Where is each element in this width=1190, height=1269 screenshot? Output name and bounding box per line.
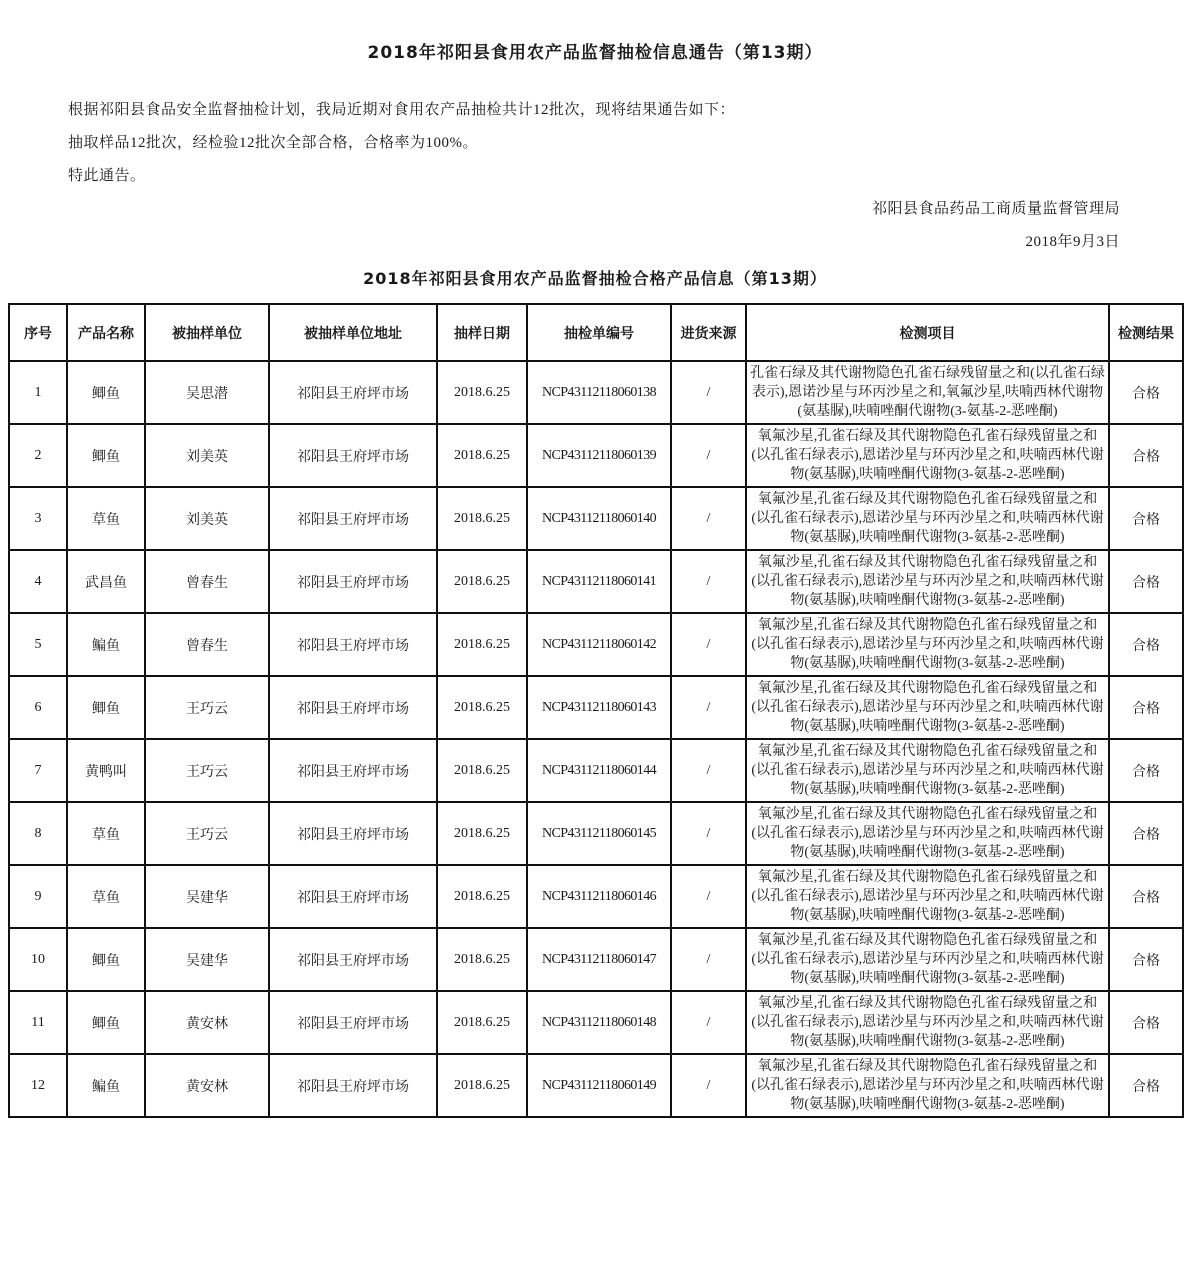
cell-test-items: 孔雀石绿及其代谢物隐色孔雀石绿残留量之和(以孔雀石绿表示),恩诺沙星与环丙沙星之和,氧氟沙星,呋喃西林代谢物(氨基脲),呋喃唑酮代谢物(3-氨基-2-恶唑酮)	[746, 361, 1109, 424]
cell-sampled-unit-address: 祁阳县王府坪市场	[269, 739, 437, 802]
cell-test-result: 合格	[1109, 928, 1183, 991]
notice-body	[68, 101, 1120, 186]
cell-sampled-unit: 吴建华	[145, 928, 269, 991]
cell-test-result: 合格	[1109, 676, 1183, 739]
table-body	[9, 361, 1183, 1117]
cell-inspection-sheet-number: NCP43112118060138	[527, 361, 671, 424]
cell-purchase-source: /	[671, 865, 746, 928]
cell-purchase-source: /	[671, 550, 746, 613]
cell-sampled-unit: 黄安林	[145, 1054, 269, 1117]
notice-paragraph-2: 抽取样品12批次，经检验12批次全部合格，合格率为100%。	[68, 135, 478, 151]
header-sampled-unit-address: 被抽样单位地址	[269, 304, 437, 361]
cell-index: 8	[9, 802, 67, 865]
cell-sampled-unit: 王巧云	[145, 802, 269, 865]
cell-test-result: 合格	[1109, 802, 1183, 865]
cell-test-items: 氧氟沙星,孔雀石绿及其代谢物隐色孔雀石绿残留量之和(以孔雀石绿表示),恩诺沙星与环丙沙星之和,呋喃西林代谢物(氨基脲),呋喃唑酮代谢物(3-氨基-2-恶唑酮)	[746, 550, 1109, 613]
cell-test-items: 氧氟沙星,孔雀石绿及其代谢物隐色孔雀石绿残留量之和(以孔雀石绿表示),恩诺沙星与环丙沙星之和,呋喃西林代谢物(氨基脲),呋喃唑酮代谢物(3-氨基-2-恶唑酮)	[746, 487, 1109, 550]
cell-sampled-unit-address: 祁阳县王府坪市场	[269, 361, 437, 424]
header-purchase-source: 进货来源	[671, 304, 746, 361]
cell-inspection-sheet-number: NCP43112118060144	[527, 739, 671, 802]
cell-product-name: 草鱼	[67, 802, 145, 865]
cell-purchase-source: /	[671, 928, 746, 991]
cell-test-result: 合格	[1109, 487, 1183, 550]
cell-purchase-source: /	[671, 1054, 746, 1117]
cell-sampled-unit-address: 祁阳县王府坪市场	[269, 802, 437, 865]
cell-index: 3	[9, 487, 67, 550]
cell-test-result: 合格	[1109, 361, 1183, 424]
table-row	[9, 424, 1183, 487]
cell-purchase-source: /	[671, 676, 746, 739]
cell-sampled-unit: 王巧云	[145, 676, 269, 739]
cell-sampling-date: 2018.6.25	[437, 550, 527, 613]
cell-index: 9	[9, 865, 67, 928]
cell-product-name: 武昌鱼	[67, 550, 145, 613]
cell-sampling-date: 2018.6.25	[437, 613, 527, 676]
table-row	[9, 928, 1183, 991]
cell-product-name: 鲫鱼	[67, 928, 145, 991]
cell-product-name: 鳊鱼	[67, 1054, 145, 1117]
cell-index: 11	[9, 991, 67, 1054]
cell-product-name: 草鱼	[67, 487, 145, 550]
cell-inspection-sheet-number: NCP43112118060147	[527, 928, 671, 991]
cell-sampled-unit: 曾春生	[145, 550, 269, 613]
cell-purchase-source: /	[671, 739, 746, 802]
cell-sampled-unit-address: 祁阳县王府坪市场	[269, 928, 437, 991]
cell-sampling-date: 2018.6.25	[437, 676, 527, 739]
cell-purchase-source: /	[671, 613, 746, 676]
cell-sampled-unit: 黄安林	[145, 991, 269, 1054]
cell-product-name: 鲫鱼	[67, 424, 145, 487]
cell-purchase-source: /	[671, 424, 746, 487]
cell-sampled-unit: 刘美英	[145, 487, 269, 550]
table-row	[9, 550, 1183, 613]
cell-sampled-unit-address: 祁阳县王府坪市场	[269, 424, 437, 487]
cell-test-items: 氧氟沙星,孔雀石绿及其代谢物隐色孔雀石绿残留量之和(以孔雀石绿表示),恩诺沙星与环丙沙星之和,呋喃西林代谢物(氨基脲),呋喃唑酮代谢物(3-氨基-2-恶唑酮)	[746, 676, 1109, 739]
cell-test-result: 合格	[1109, 865, 1183, 928]
header-inspection-sheet-number: 抽检单编号	[527, 304, 671, 361]
cell-purchase-source: /	[671, 361, 746, 424]
table-row	[9, 991, 1183, 1054]
cell-inspection-sheet-number: NCP43112118060141	[527, 550, 671, 613]
cell-sampled-unit-address: 祁阳县王府坪市场	[269, 550, 437, 613]
cell-inspection-sheet-number: NCP43112118060139	[527, 424, 671, 487]
cell-test-items: 氧氟沙星,孔雀石绿及其代谢物隐色孔雀石绿残留量之和(以孔雀石绿表示),恩诺沙星与环丙沙星之和,呋喃西林代谢物(氨基脲),呋喃唑酮代谢物(3-氨基-2-恶唑酮)	[746, 991, 1109, 1054]
table-row	[9, 802, 1183, 865]
cell-sampling-date: 2018.6.25	[437, 802, 527, 865]
cell-test-items: 氧氟沙星,孔雀石绿及其代谢物隐色孔雀石绿残留量之和(以孔雀石绿表示),恩诺沙星与环丙沙星之和,呋喃西林代谢物(氨基脲),呋喃唑酮代谢物(3-氨基-2-恶唑酮)	[746, 865, 1109, 928]
signature-block	[0, 200, 1120, 252]
cell-test-result: 合格	[1109, 550, 1183, 613]
cell-index: 12	[9, 1054, 67, 1117]
cell-sampled-unit: 曾春生	[145, 613, 269, 676]
cell-sampled-unit-address: 祁阳县王府坪市场	[269, 613, 437, 676]
cell-test-result: 合格	[1109, 1054, 1183, 1117]
cell-product-name: 鲫鱼	[67, 676, 145, 739]
cell-inspection-sheet-number: NCP43112118060142	[527, 613, 671, 676]
cell-sampled-unit: 吴建华	[145, 865, 269, 928]
table-row	[9, 739, 1183, 802]
cell-test-result: 合格	[1109, 739, 1183, 802]
cell-test-items: 氧氟沙星,孔雀石绿及其代谢物隐色孔雀石绿残留量之和(以孔雀石绿表示),恩诺沙星与环丙沙星之和,呋喃西林代谢物(氨基脲),呋喃唑酮代谢物(3-氨基-2-恶唑酮)	[746, 1054, 1109, 1117]
cell-inspection-sheet-number: NCP43112118060145	[527, 802, 671, 865]
table-header	[9, 304, 1183, 361]
cell-sampling-date: 2018.6.25	[437, 991, 527, 1054]
table-row	[9, 487, 1183, 550]
cell-index: 2	[9, 424, 67, 487]
cell-test-items: 氧氟沙星,孔雀石绿及其代谢物隐色孔雀石绿残留量之和(以孔雀石绿表示),恩诺沙星与环丙沙星之和,呋喃西林代谢物(氨基脲),呋喃唑酮代谢物(3-氨基-2-恶唑酮)	[746, 739, 1109, 802]
header-sampling-date: 抽样日期	[437, 304, 527, 361]
cell-product-name: 草鱼	[67, 865, 145, 928]
inspection-results-table	[8, 303, 1184, 1118]
notice-paragraph-3: 特此通告。	[68, 168, 146, 184]
cell-inspection-sheet-number: NCP43112118060148	[527, 991, 671, 1054]
table-header-row	[9, 304, 1183, 361]
cell-sampled-unit-address: 祁阳县王府坪市场	[269, 865, 437, 928]
cell-index: 7	[9, 739, 67, 802]
cell-sampling-date: 2018.6.25	[437, 361, 527, 424]
issuer-name: 祁阳县食品药品工商质量监督管理局	[871, 201, 1120, 217]
cell-sampled-unit-address: 祁阳县王府坪市场	[269, 991, 437, 1054]
notice-title: 2018年祁阳县食用农产品监督抽检信息通告（第13期）	[367, 43, 823, 63]
cell-sampled-unit: 刘美英	[145, 424, 269, 487]
cell-sampling-date: 2018.6.25	[437, 739, 527, 802]
cell-purchase-source: /	[671, 802, 746, 865]
cell-index: 10	[9, 928, 67, 991]
cell-sampled-unit: 吴思潜	[145, 361, 269, 424]
header-test-result: 检测结果	[1109, 304, 1183, 361]
cell-index: 6	[9, 676, 67, 739]
cell-sampling-date: 2018.6.25	[437, 1054, 527, 1117]
cell-sampled-unit-address: 祁阳县王府坪市场	[269, 676, 437, 739]
table-row	[9, 1054, 1183, 1117]
cell-inspection-sheet-number: NCP43112118060146	[527, 865, 671, 928]
cell-test-items: 氧氟沙星,孔雀石绿及其代谢物隐色孔雀石绿残留量之和(以孔雀石绿表示),恩诺沙星与环丙沙星之和,呋喃西林代谢物(氨基脲),呋喃唑酮代谢物(3-氨基-2-恶唑酮)	[746, 613, 1109, 676]
issue-date: 2018年9月3日	[1025, 234, 1120, 250]
table-row	[9, 613, 1183, 676]
table-row	[9, 865, 1183, 928]
cell-sampling-date: 2018.6.25	[437, 487, 527, 550]
cell-sampling-date: 2018.6.25	[437, 424, 527, 487]
cell-sampled-unit-address: 祁阳县王府坪市场	[269, 1054, 437, 1117]
table-row	[9, 361, 1183, 424]
cell-test-items: 氧氟沙星,孔雀石绿及其代谢物隐色孔雀石绿残留量之和(以孔雀石绿表示),恩诺沙星与环丙沙星之和,呋喃西林代谢物(氨基脲),呋喃唑酮代谢物(3-氨基-2-恶唑酮)	[746, 802, 1109, 865]
cell-inspection-sheet-number: NCP43112118060140	[527, 487, 671, 550]
cell-product-name: 鳊鱼	[67, 613, 145, 676]
cell-index: 1	[9, 361, 67, 424]
cell-purchase-source: /	[671, 991, 746, 1054]
cell-product-name: 鲫鱼	[67, 991, 145, 1054]
cell-test-result: 合格	[1109, 991, 1183, 1054]
header-sampled-unit: 被抽样单位	[145, 304, 269, 361]
cell-test-result: 合格	[1109, 424, 1183, 487]
cell-test-result: 合格	[1109, 613, 1183, 676]
cell-test-items: 氧氟沙星,孔雀石绿及其代谢物隐色孔雀石绿残留量之和(以孔雀石绿表示),恩诺沙星与环丙沙星之和,呋喃西林代谢物(氨基脲),呋喃唑酮代谢物(3-氨基-2-恶唑酮)	[746, 928, 1109, 991]
cell-purchase-source: /	[671, 487, 746, 550]
table-title: 2018年祁阳县食用农产品监督抽检合格产品信息（第13期）	[363, 269, 827, 288]
cell-sampled-unit: 王巧云	[145, 739, 269, 802]
cell-inspection-sheet-number: NCP43112118060149	[527, 1054, 671, 1117]
header-index: 序号	[9, 304, 67, 361]
cell-test-items: 氧氟沙星,孔雀石绿及其代谢物隐色孔雀石绿残留量之和(以孔雀石绿表示),恩诺沙星与环丙沙星之和,呋喃西林代谢物(氨基脲),呋喃唑酮代谢物(3-氨基-2-恶唑酮)	[746, 424, 1109, 487]
table-row	[9, 676, 1183, 739]
cell-product-name: 鲫鱼	[67, 361, 145, 424]
cell-sampling-date: 2018.6.25	[437, 928, 527, 991]
cell-product-name: 黄鸭叫	[67, 739, 145, 802]
cell-sampled-unit-address: 祁阳县王府坪市场	[269, 487, 437, 550]
header-product-name: 产品名称	[67, 304, 145, 361]
cell-inspection-sheet-number: NCP43112118060143	[527, 676, 671, 739]
header-test-items: 检测项目	[746, 304, 1109, 361]
cell-index: 5	[9, 613, 67, 676]
cell-index: 4	[9, 550, 67, 613]
notice-paragraph-1: 根据祁阳县食品安全监督抽检计划，我局近期对食用农产品抽检共计12批次，现将结果通告如下：	[68, 102, 736, 118]
cell-sampling-date: 2018.6.25	[437, 865, 527, 928]
